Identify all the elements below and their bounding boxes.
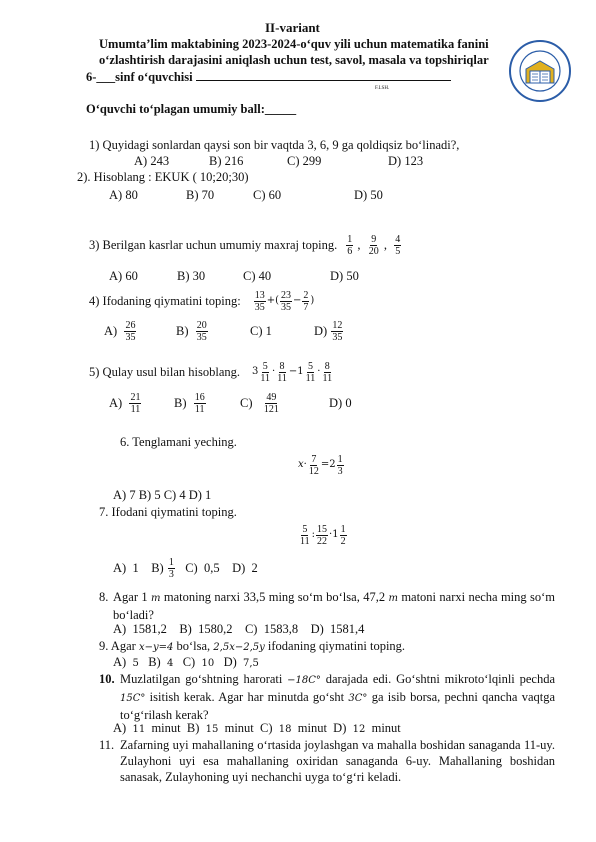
q10-number: 10. bbox=[99, 672, 115, 686]
q2-option-c: C) 60 bbox=[253, 188, 282, 202]
q10-temp-2: 15C° bbox=[120, 693, 146, 704]
q9-eq-1: x−y=4 bbox=[138, 642, 174, 653]
question-8 bbox=[113, 589, 555, 623]
header-line-1: Umumta’lim maktabining 2023-2024-o‘quv yili uchun matematika fanini bbox=[99, 37, 489, 51]
q2-option-a: A) 80 bbox=[109, 188, 138, 202]
q3-option-d: D) 50 bbox=[330, 269, 359, 283]
q7-frac-2-num: 15 bbox=[317, 523, 328, 535]
q7-frac-3-den: 2 bbox=[340, 535, 346, 547]
q4-frac-1 bbox=[254, 290, 266, 313]
q7-frac-1 bbox=[299, 524, 311, 547]
q1-option-a: A) 243 bbox=[134, 154, 170, 168]
q5-frac-1-num: 5 bbox=[262, 360, 268, 372]
q6-frac-1 bbox=[308, 454, 320, 477]
q4-option-d bbox=[314, 316, 344, 346]
question-3-text: 3) Berilgan kasrlar uchun umumiy maxraj toping. bbox=[89, 238, 338, 252]
q5-option-a-frac bbox=[129, 392, 141, 415]
q3-frac-3-den: 5 bbox=[395, 245, 401, 257]
student-name-line bbox=[196, 80, 451, 81]
question-4-text: 4) Ifodaning qiymatini toping: bbox=[89, 294, 241, 308]
q10-opt-a-label: A) bbox=[113, 721, 127, 735]
q5-frac-2-den: 11 bbox=[277, 372, 287, 384]
q5-option-c-frac bbox=[263, 392, 280, 415]
q5-whole-1: 3 bbox=[252, 366, 259, 377]
q3-frac-1-num: 1 bbox=[347, 233, 353, 245]
q3-option-c: C) 40 bbox=[243, 269, 272, 283]
q5-frac-1-den: 11 bbox=[260, 372, 271, 384]
q8-unit-1: m bbox=[150, 593, 161, 604]
q5-whole-2: 1 bbox=[297, 366, 304, 377]
q5-option-b bbox=[174, 388, 207, 418]
q3-frac-1 bbox=[346, 234, 353, 257]
q2-option-b: B) 70 bbox=[186, 188, 215, 202]
q4-option-d-frac bbox=[331, 320, 343, 343]
question-5-text: 5) Qulay usul bilan hisoblang. bbox=[89, 365, 241, 379]
q8-unit-2: m bbox=[388, 593, 398, 604]
q3-option-a: A) 60 bbox=[109, 269, 138, 283]
q5-opt-c-num: 49 bbox=[266, 391, 277, 403]
q4-option-b-label: B) bbox=[176, 324, 189, 338]
q6-var: x bbox=[298, 459, 304, 470]
question-4: 4) Ifodaning qiymatini toping: $\frac{13}{35}$ +( $\frac{23}{35}$ − $\frac{2}{7}$ ) bbox=[89, 289, 315, 313]
inspection-logo bbox=[508, 39, 572, 103]
q9-opt-d-val: 7,5 bbox=[243, 658, 259, 669]
q9-opt-c-val: 10 bbox=[201, 658, 215, 669]
q8-options: A) 1581,2 B) 1580,2 C) 1583,8 D) 1581,4 bbox=[113, 622, 365, 636]
q4-opt-d-den: 35 bbox=[332, 331, 343, 343]
q8-number: 8. bbox=[99, 590, 109, 604]
q5-opt-a-den: 11 bbox=[130, 403, 141, 415]
q5-opt-b-num: 16 bbox=[194, 391, 205, 403]
q4-option-b bbox=[176, 316, 209, 346]
q7-opt-b-den: 3 bbox=[168, 568, 174, 580]
fish-label: F.I.SH. bbox=[375, 86, 390, 91]
q4-opt-b-num: 20 bbox=[196, 319, 207, 331]
q1-option-c: C) 299 bbox=[287, 154, 322, 168]
q3-frac-3-num: 4 bbox=[395, 233, 401, 245]
q8-text-a: Agar 1 bbox=[113, 590, 148, 604]
q3-option-b: B) 30 bbox=[177, 269, 206, 283]
q1-option-d: D) 123 bbox=[388, 154, 424, 168]
question-10 bbox=[120, 671, 555, 723]
q6-frac-2-den: 3 bbox=[337, 465, 343, 477]
q4-frac-2-den: 35 bbox=[281, 301, 291, 313]
question-11: Zafarning uyi mahallaning o‘rtasida joylashgan va mahalla boshidan sanaganda 11-uy. Zulayhoni uyi esa mahallaning oxiridan sanaganda 6-uy. Mahallaning boshidan sanasak, Zulayhoning uyi nechanchi uyga to‘g‘ri keladi. bbox=[120, 738, 555, 784]
q3-frac-3 bbox=[394, 234, 401, 257]
q5-frac-3 bbox=[305, 361, 317, 384]
q10-temp-1: −18C° bbox=[287, 675, 321, 686]
q8-text-c: matoni narxi necha ming so‘m bo‘ladi? bbox=[113, 590, 556, 622]
q5-frac-2 bbox=[276, 361, 288, 384]
q9-opt-b-val: 4 bbox=[166, 658, 174, 669]
q10-opt-d-label: minut D) bbox=[297, 721, 347, 735]
q7-frac-2 bbox=[316, 524, 328, 547]
q6-equation: x · $\frac{7}{12}$ = 2 $\frac{1}{3}$ bbox=[298, 453, 343, 477]
q3-frac-2 bbox=[368, 234, 380, 257]
q10-text-d: ga isib borsa, pechni qancha vaqtga to‘g‘rilash kerak? bbox=[120, 690, 556, 722]
q6-options: A) 7 B) 5 C) 4 D) 1 bbox=[113, 488, 212, 502]
question-6: 6. Tenglamani yeching. bbox=[120, 435, 237, 449]
q9-options bbox=[113, 654, 259, 672]
q5-frac-4-num: 8 bbox=[324, 360, 330, 372]
q10-options bbox=[113, 720, 401, 738]
q7-frac-2-den: 22 bbox=[317, 535, 328, 547]
q5-frac-1 bbox=[259, 361, 271, 384]
q10-temp-3: 3C° bbox=[348, 693, 368, 704]
q5-frac-4-den: 11 bbox=[322, 372, 333, 384]
q5-frac-4 bbox=[321, 361, 333, 384]
header-line-2: o‘zlashtirish darajasini aniqlash uchun test, savol, masala va topshiriqlar bbox=[99, 53, 489, 67]
question-7: 7. Ifodani qiymatini toping. bbox=[99, 505, 237, 519]
q10-opt-b-label: minut B) bbox=[151, 721, 200, 735]
class-label-text: 6-___sinf o‘quvchisi bbox=[86, 70, 193, 84]
q10-opt-c-label: minut C) bbox=[224, 721, 273, 735]
q5-opt-a-num: 21 bbox=[130, 391, 141, 403]
question-1: 1) Quyidagi sonlardan qaysi son bir vaqtda 3, 6, 9 ga qoldiqsiz bo‘linadi?, bbox=[89, 138, 460, 152]
q8-text-b: matoning narxi 33,5 ming so‘m bo‘lsa, 47,2 bbox=[163, 590, 386, 604]
q5-option-a bbox=[109, 388, 142, 418]
q4-opt-d-num: 12 bbox=[332, 319, 343, 331]
q7-frac-3 bbox=[340, 524, 347, 547]
q9-opt-b-label: B) bbox=[148, 655, 161, 669]
q6-frac-1-den: 12 bbox=[308, 465, 319, 477]
q4-option-a bbox=[104, 316, 137, 346]
q7-opt-b-num: 1 bbox=[168, 556, 174, 568]
q6-whole: 2 bbox=[329, 459, 336, 470]
q4-frac-3-den: 7 bbox=[303, 301, 309, 313]
q6-frac-1-num: 7 bbox=[311, 453, 317, 465]
q4-frac-3 bbox=[302, 290, 309, 313]
q5-option-a-label: A) bbox=[109, 396, 123, 410]
q9-opt-a-label: A) bbox=[113, 655, 127, 669]
q4-opt-a-num: 26 bbox=[125, 319, 136, 331]
q4-frac-1-den: 35 bbox=[254, 301, 265, 313]
score-label: O‘quvchi to‘plagan umumiy ball:_____ bbox=[86, 102, 297, 116]
q7-frac-3-num: 1 bbox=[340, 523, 346, 535]
q5-opt-c-den: 121 bbox=[263, 403, 279, 415]
q4-option-c: C) 1 bbox=[250, 324, 272, 338]
question-3: 3) Berilgan kasrlar uchun umumiy maxraj toping. $\frac{1}{6}$ , $\frac{9}{20}$ , $\frac{4}{5}$ bbox=[89, 233, 401, 257]
q3-frac-1-den: 6 bbox=[347, 245, 353, 257]
q4-frac-2 bbox=[280, 290, 292, 313]
q4-frac-3-num: 2 bbox=[303, 289, 309, 301]
q9-opt-d-label: D) bbox=[223, 655, 237, 669]
q4-opt-a-den: 35 bbox=[125, 331, 136, 343]
q9-text-b: bo‘lsa, bbox=[176, 639, 211, 653]
q9-text-c: ifodaning qiymatini toping. bbox=[267, 639, 406, 653]
q6-frac-2 bbox=[337, 454, 344, 477]
q5-frac-3-den: 11 bbox=[305, 372, 316, 384]
q7-options-ab: A) 1 B) bbox=[113, 561, 164, 575]
q10-opt-b-val: 15 bbox=[205, 724, 219, 735]
q4-opt-b-den: 35 bbox=[196, 331, 207, 343]
q9-eq-2: 2,5x−2,5y bbox=[213, 642, 265, 653]
q6-frac-2-num: 1 bbox=[337, 453, 343, 465]
question-5: 5) Qulay usul bilan hisoblang. 3 $\frac{5}{11}$ · $\frac{8}{11}$ − 1 $\frac{5}{11}$ · $\frac{8}{11}$ bbox=[89, 360, 333, 384]
q5-option-c bbox=[240, 388, 281, 418]
q4-option-a-frac bbox=[124, 320, 136, 343]
q2-option-d: D) 50 bbox=[354, 188, 383, 202]
q9-opt-a-val: 5 bbox=[132, 658, 139, 669]
q4-frac-2-num: 23 bbox=[281, 289, 291, 301]
q4-option-a-label: A) bbox=[104, 324, 118, 338]
q10-text-c: isitish kerak. Agar har minutda go‘sht bbox=[149, 690, 345, 704]
q5-frac-2-num: 8 bbox=[279, 360, 285, 372]
q7-options-cd: C) 0,5 D) 2 bbox=[185, 561, 258, 575]
q7-options bbox=[113, 553, 258, 583]
q9-opt-c-label: C) bbox=[182, 655, 196, 669]
q7-expression: $\frac{5}{11}$ : $\frac{15}{22}$ · 1 $\frac{1}{2}$ bbox=[300, 523, 346, 547]
q5-option-d: D) 0 bbox=[329, 396, 352, 410]
q10-text-a: Muzlatilgan go‘shtning harorati bbox=[120, 672, 283, 686]
q10-text-b: darajada edi. Go‘shtni mikroto‘lqinli pechda bbox=[325, 672, 555, 686]
q3-frac-2-num: 9 bbox=[371, 233, 377, 245]
variant-title: II-variant bbox=[265, 20, 320, 35]
q9-text-a: 9. Agar bbox=[99, 639, 136, 653]
q4-option-d-label: D) bbox=[314, 324, 328, 338]
q5-option-b-frac bbox=[194, 392, 206, 415]
q4-option-b-frac bbox=[196, 320, 208, 343]
q10-opt-d-unit: minut bbox=[371, 721, 401, 735]
question-2: 2). Hisoblang : EKUK ( 10;20;30) bbox=[77, 170, 249, 184]
q3-frac-2-den: 20 bbox=[368, 245, 379, 257]
q5-option-c-label: C) bbox=[240, 396, 253, 410]
q1-option-b: B) 216 bbox=[209, 154, 244, 168]
q4-frac-1-num: 13 bbox=[254, 289, 265, 301]
q5-frac-3-num: 5 bbox=[307, 360, 313, 372]
class-label bbox=[86, 69, 451, 85]
q7-frac-1-num: 5 bbox=[302, 523, 308, 535]
q5-option-b-label: B) bbox=[174, 396, 187, 410]
q7-whole: 1 bbox=[332, 529, 339, 540]
q7-frac-1-den: 11 bbox=[300, 535, 310, 547]
q10-opt-a-val: 11 bbox=[132, 724, 146, 735]
q7-option-b-frac bbox=[168, 557, 175, 580]
q5-opt-b-den: 11 bbox=[194, 403, 205, 415]
q10-opt-d-val: 12 bbox=[352, 724, 366, 735]
q10-opt-c-val: 18 bbox=[278, 724, 292, 735]
q11-number: 11. bbox=[99, 738, 115, 752]
